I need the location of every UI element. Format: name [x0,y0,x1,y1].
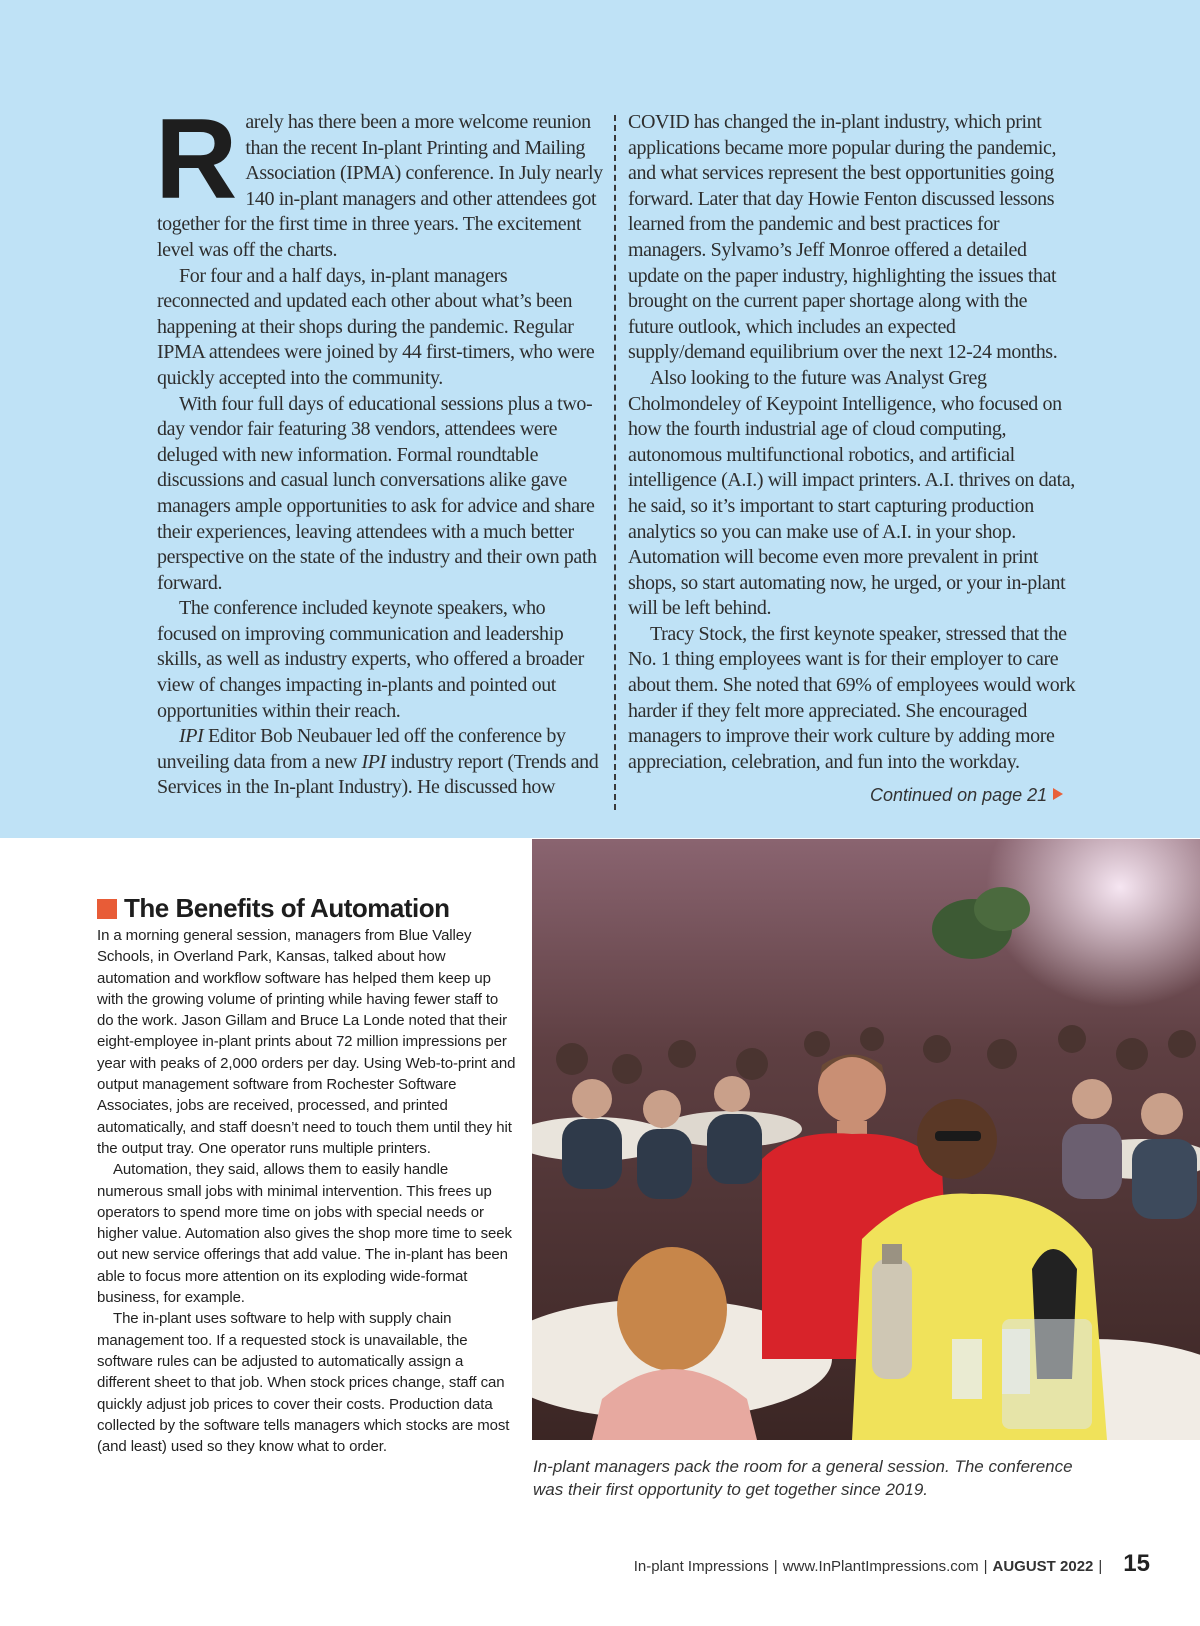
continued-link[interactable]: Continued on page 21 [870,785,1063,806]
photo-caption: In-plant managers pack the room for a general session. The conference was their first opportunity to get together since 2019. [533,1457,1073,1499]
article-paragraph: IPI Editor Bob Neubauer led off the conference by unveiling data from a new IPI industry report (Trends and Services in the In-plant Industry). He discussed how [157,725,599,799]
article-column-left [155,96,603,801]
article-paragraph: The conference included keynote speakers, who focused on improving communication and leadership skills, as well as industry experts, who offered a broader view of changes impacting in-plants and pointed out opportunities within their reach. [157,597,584,722]
sidebar-heading [97,893,517,924]
article-paragraph: Also looking to the future was Analyst Greg Cholmondeley of Keypoint Intelligence, who focused on how the fourth industrial age of cloud computing, autonomous multifunctional robotics, and artificial intelligence (A.I.) will impact printers. A.I. thrives on data, he said, so it’s important to start capturing production analytics so you can make use of A.I. in your shop. Automation will become even more prevalent in print shops, so start automating now, he urged, or your in-plant will be left behind. [628,366,1075,620]
column-divider [614,115,616,810]
page-number: 15 [1123,1550,1150,1577]
footer-separator: | [773,1558,778,1575]
article-paragraph: Rarely has there been a more welcome reunion than the recent In-plant Printing and Mailing Association (IPMA) conference. In July nearly 140 in-plant managers and other attendees got together for the first time in three years. The excitement level was off the charts. [155,96,603,261]
sidebar-paragraph: The in-plant uses software to help with supply chain management too. If a requested stock is unavailable, the software rules can be adjusted to automatically assign a different sheet to that job. When stock prices change, staff can quickly adjust job prices to cover their costs. Production data collected by the software tells managers which stocks are most (and least) used so they know what to order. [97,1310,510,1456]
orange-square-icon [97,899,117,919]
sidebar-paragraph: Automation, they said, allows them to easily handle numerous small jobs with minimal intervention. This frees up operators to spend more time on jobs with special needs or higher value. Automation also gives the shop more time to seek out new service offerings that add value. The in-plant has been able to focus more attention on its exploding wide-format business, for example. [97,1161,512,1307]
footer-separator: | [983,1558,988,1575]
article-paragraph: COVID has changed the in-plant industry, which print applications became more popular during the pandemic, and what services represent the best opportunities going forward. Later that day Howie Fenton discussed lessons learned from the pandemic and best practices for managers. Sylvamo’s Jeff Monroe offered a detailed update on the paper industry, highlighting the issues that brought on the current paper shortage along with the future outlook, which includes an expected supply/demand equilibrium over the next 12-24 months. [628,111,1058,364]
article-paragraph: For four and a half days, in-plant managers reconnected and updated each other about what’s been happening at their shops during the pandemic. Regular IPMA attendees were joined by 44 first-timers, who were quickly accepted into the community. [157,264,595,389]
footer-date: AUGUST 2022 [992,1558,1094,1575]
arrow-right-icon [1053,788,1063,800]
conference-photo-illustration [532,839,1200,1440]
article-column-right [628,110,1076,775]
article-paragraph: Tracy Stock, the first keynote speaker, stressed that the No. 1 thing employees want is for their employer to care about them. She noted that 69% of employees would work harder if they felt more appreciated. She encouraged managers to improve their work culture by adding more appreciation, celebration, and fun into the workday. [628,622,1076,773]
footer-website[interactable]: www.InPlantImpressions.com [782,1558,979,1575]
page-footer [634,1550,1150,1578]
footer-publication: In-plant Impressions [633,1558,769,1575]
footer-separator: | [1098,1558,1103,1575]
conference-photo [532,839,1200,1440]
sidebar-paragraph: In a morning general session, managers from Blue Valley Schools, in Overland Park, Kansas, talked about how automation and workflow software has helped them keep up with the growing volume of printing while having fewer staff to do the work. Jason Gillam and Bruce La Londe noted that their eight-employee in-plant prints about 72 million impressions per year with peaks of 2,000 orders per day. Using Web-to-print and output management software from Rochester Software Associates, jobs are received, processed, and printed automatically, and staff doesn’t need to touch them until they hit the output tray. One operator runs multiple printers. [97,927,516,1157]
sidebar-body [97,925,517,1457]
article-paragraph: With four full days of educational sessions plus a two-day vendor fair featuring 38 vendors, attendees were deluged with new information. Formal roundtable discussions and casual lunch conversations alike gave managers ample opportunities to ask for advice and share their experiences, leaving attendees with a much better perspective on the state of the industry and their own path forward. [157,392,597,594]
sidebar-title: The Benefits of Automation [124,893,450,923]
drop-cap: R [155,96,236,223]
